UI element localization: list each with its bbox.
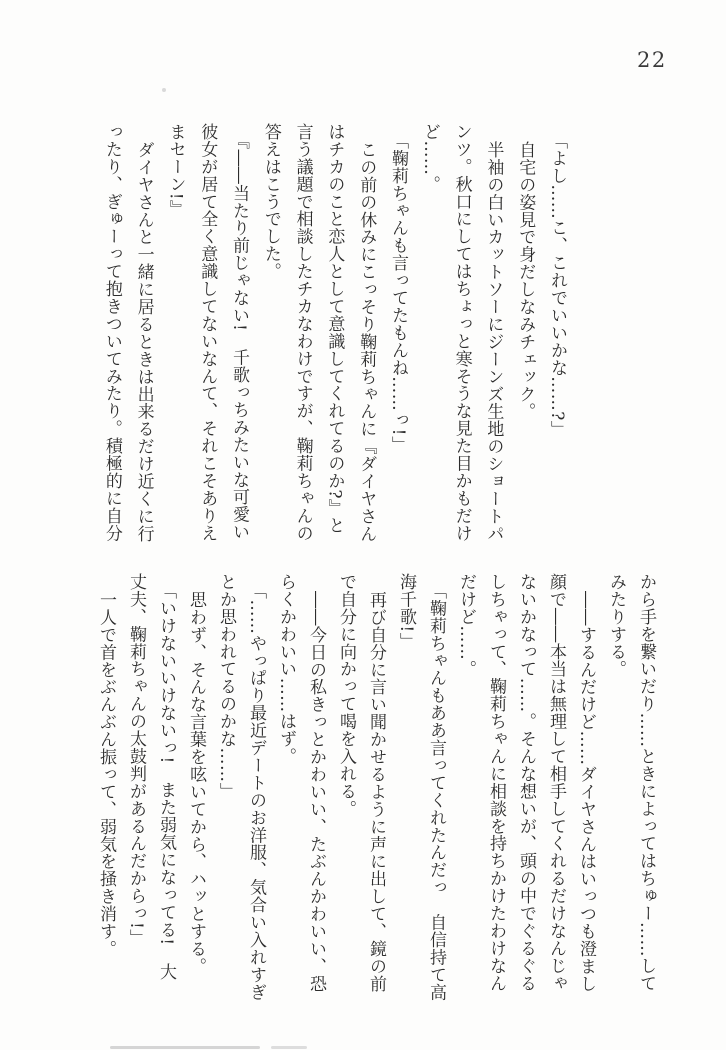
- text-column: 顔で――本当は無理して相手してくれるだけなんじゃ: [546, 573, 566, 992]
- text-column: で自分に向かって喝を入れる。: [336, 573, 356, 818]
- text-column: みたりする。: [606, 573, 626, 678]
- text-column: 言う議題で相談したチカなわけですが、鞠莉ちゃんの: [292, 123, 313, 542]
- scan-speck-artifact: [162, 88, 166, 92]
- text-column: とか思われてるのかな……」: [216, 573, 236, 800]
- text-column: ないかなって……。そんな想いが、頭の中でぐるぐる: [516, 573, 536, 992]
- lower-text-band: [89, 573, 661, 1001]
- text-column: 「鞠莉ちゃんもああ言ってくれたんだっ 自信持て高: [426, 582, 446, 1001]
- text-column: ったり、ぎゅーって抱きついてみたり。積極的に自分: [101, 123, 122, 542]
- upper-text-band: [93, 123, 572, 542]
- text-column: 一人で首をぶんぶん振って、弱気を掻き消す。: [96, 590, 116, 957]
- text-column: 「……やっぱり最近デートのお洋服、気合い入れすぎ: [246, 582, 266, 1001]
- text-column: 自宅の姿見で身だしなみチェック。: [515, 140, 536, 420]
- text-column: 「いけないいけないっ! また弱気になってる! 大: [156, 582, 176, 981]
- text-column: 「よし……こ、これでいいかな……?」: [547, 132, 567, 439]
- text-column: ど……。: [419, 123, 440, 193]
- text-column: ――するんだけど……ダイヤさんはいっつも澄まし: [576, 590, 596, 992]
- text-column: 「鞠莉ちゃんも言ってたもんね……っ!」: [388, 132, 409, 454]
- text-column: らくかわいい……はず。: [276, 573, 296, 765]
- text-column: しちゃって、鞠莉ちゃんに相談を持ちかけたわけなん: [486, 573, 506, 992]
- text-column: 『――当たり前じゃない! 千歌っちみたいな可愛い: [229, 132, 250, 541]
- text-column: 再び自分に言い聞かせるように声に出して、鏡の前: [366, 590, 386, 992]
- text-column: まセーン!』: [165, 123, 186, 218]
- text-column: ンツ。秋口にしてはちょっと寒そうな見た目かもだけ: [451, 123, 472, 542]
- text-column: 思わず、そんな言葉を呟いてから、ハッとする。: [186, 590, 206, 975]
- text-column: から手を繋いだり……ときによってはちゅー……して: [636, 573, 656, 992]
- text-column: 丈夫、鞠莉ちゃんの太鼓判があるんだからっ!」: [126, 573, 146, 947]
- scan-edge-artifact: [110, 1046, 260, 1049]
- text-column: 彼女が居て全く意識してないなんて、それこそありえ: [197, 123, 218, 542]
- text-column: はチカのこと恋人として意識してくれてるのか?』と: [324, 123, 345, 534]
- text-column: 半袖の白いカットソーにジーンズ生地のショートパ: [483, 140, 504, 542]
- text-column: この前の休みにこっそり鞠莉ちゃんに『ダイヤさん: [356, 140, 377, 542]
- text-column: 答えはこうでした。: [260, 123, 281, 281]
- page-number: 22: [637, 48, 667, 72]
- text-column: 海千歌!」: [396, 573, 416, 651]
- text-column: ――今日の私きっとかわいい、たぶんかわいい、恐: [306, 590, 326, 992]
- scan-edge-artifact: [271, 1046, 307, 1049]
- text-column: ダイヤさんと一緒に居るときは出来るだけ近くに行: [133, 140, 154, 542]
- text-column: だけど……。: [456, 573, 476, 678]
